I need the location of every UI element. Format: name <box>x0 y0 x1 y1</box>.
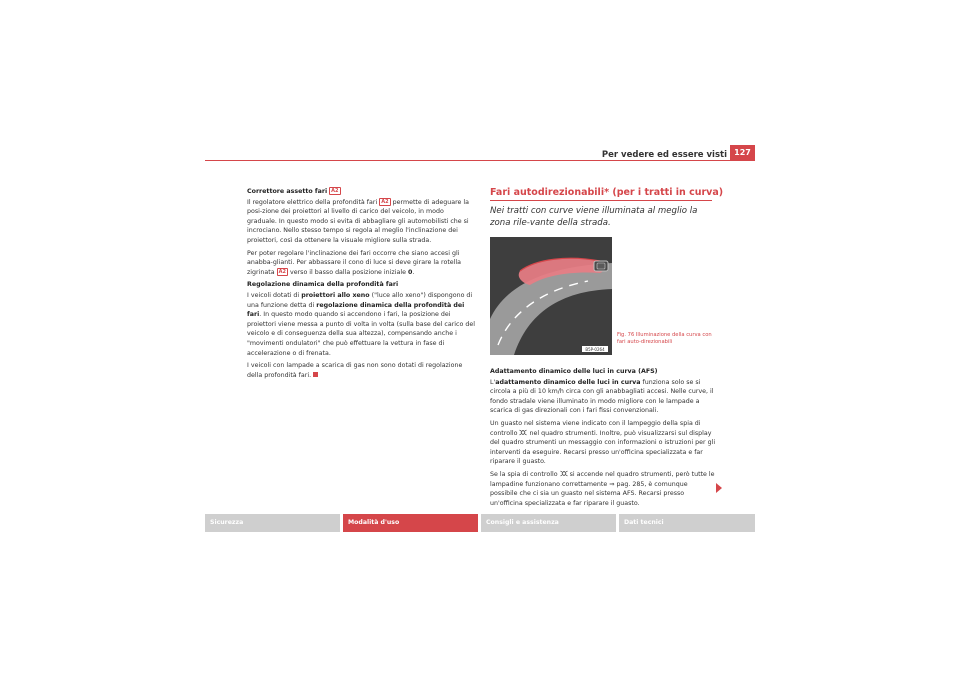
paragraph-text: Il regolatore elettrico della profondità fari <box>247 198 378 206</box>
paragraph-text: nel quadro strumenti. Inoltre, può visualizzarsi sul display del quadro strumenti un messaggio con informazioni o istruzioni per gli interventi da eseguire. Recarsi presso un'officina specializzata e far riparare il guasto. <box>490 429 716 466</box>
footer-tab-consigli-assistenza[interactable]: Consigli e assistenza <box>481 514 616 532</box>
position-zero: 0 <box>407 268 413 276</box>
paragraph-text: I veicoli con lampade a scarica di gas non sono dotati di regolazione della profondità fari. <box>247 362 463 379</box>
paragraph-text: si accende nel quadro strumenti, però tutte le lampadine funzionano correttamente ⇒ pag. 285, è comunque possibile che ci sia un guasto nel sistema AFS. Recarsi presso un'officina specializzata e far riparare il guasto. <box>490 470 715 507</box>
paragraph-text: Un guasto nel sistema viene indicato con il lampeggio della spia di controllo <box>490 419 701 437</box>
paragraph-text: . <box>412 268 415 276</box>
paragraph-text: I veicoli dotati di <box>247 291 300 299</box>
paragraph-text: Se la spia di controllo <box>490 470 558 478</box>
heading-correttore-assetto: Correttore assetto fari <box>247 188 328 195</box>
next-page-arrow-icon[interactable] <box>716 483 722 493</box>
footer-tab-modalita-uso[interactable]: Modalità d'uso <box>343 514 478 532</box>
bold-term: proiettori allo xeno <box>301 291 370 299</box>
paragraph-text: funziona solo se si circola a più di 10 km/h circa con gli anabbagliati accesi. Nelle curve, il fondo stradale viene illuminato in modo migliore con le lampade a scarica di gas direzionali con i fari fissi convenzionali. <box>490 378 714 415</box>
bold-term: regolazione dinamica della profondità dei fari <box>247 301 465 319</box>
footer-tab-sicurezza[interactable]: Sicurezza <box>205 514 340 532</box>
figure-curve-illustration <box>490 237 612 355</box>
heading-afs: Adattamento dinamico delle luci in curva (AFS) <box>490 368 658 375</box>
header-divider <box>205 160 755 161</box>
page-number: 127 <box>730 145 755 160</box>
paragraph-text: . In questo modo quando si accendono i fari, la posizione dei proiettori viene messa a punto di volta in volta (sulla base del carico del veicolo e di conseguenza della sua altezza), compensando anche i "movimenti ondulatori" che può effettuare la vettura in fase di accelerazione o di frenata. <box>247 311 475 357</box>
lead-paragraph: Nei tratti con curve viene illuminata al meglio la zona rile-vante della strada. <box>490 206 698 228</box>
section-divider <box>490 200 712 201</box>
heading-regolazione-dinamica: Regolazione dinamica della profondità fari <box>247 281 399 289</box>
afs-warning-light-icon <box>519 429 527 436</box>
footer-tab-dati-tecnici[interactable]: Dati tecnici <box>619 514 755 532</box>
paragraph-text: L' <box>490 378 496 386</box>
end-of-section-icon <box>313 372 318 377</box>
paragraph-text: Per poter regolare l'inclinazione dei fari occorre che siano accesi gli anabba-glianti. Per abbassare il cono di luce si deve girare la rotella zigrinata <box>247 249 462 276</box>
bold-term: adattamento dinamico delle luci in curva <box>495 378 641 386</box>
figure-caption: Fig. 76 Illuminazione della curva con fari auto-direzionabili <box>617 332 712 345</box>
paragraph-text: ("luce allo xeno") dispongono di una funzione detta di <box>247 291 473 309</box>
warning-badge: A2 <box>381 198 389 205</box>
paragraph-text: verso il basso dalla posizione iniziale <box>289 268 406 276</box>
road-curve-illustration <box>490 237 612 355</box>
right-column-body <box>490 367 716 511</box>
left-column <box>247 187 475 383</box>
paragraph-text: permette di adeguare la posi-zione dei proiettori al livello di carico del veicolo, in modo graduale. In questo modo si evita di abbagliare gli automobilisti che si incrociano. Nello stesso tempo si regola al meglio l'inclinazione dei proiettori, così da ottenere la visuale migliore sulla strada. <box>247 198 470 244</box>
warning-badge: A2 <box>331 188 339 194</box>
afs-warning-light-icon <box>560 470 568 477</box>
running-header-title: Per vedere ed essere visti <box>601 150 727 160</box>
section-title: Fari autodirezionabili* (per i tratti in curva) <box>490 187 724 198</box>
warning-badge: A2 <box>278 268 286 275</box>
figure-code: B5P-0264 <box>585 347 605 352</box>
